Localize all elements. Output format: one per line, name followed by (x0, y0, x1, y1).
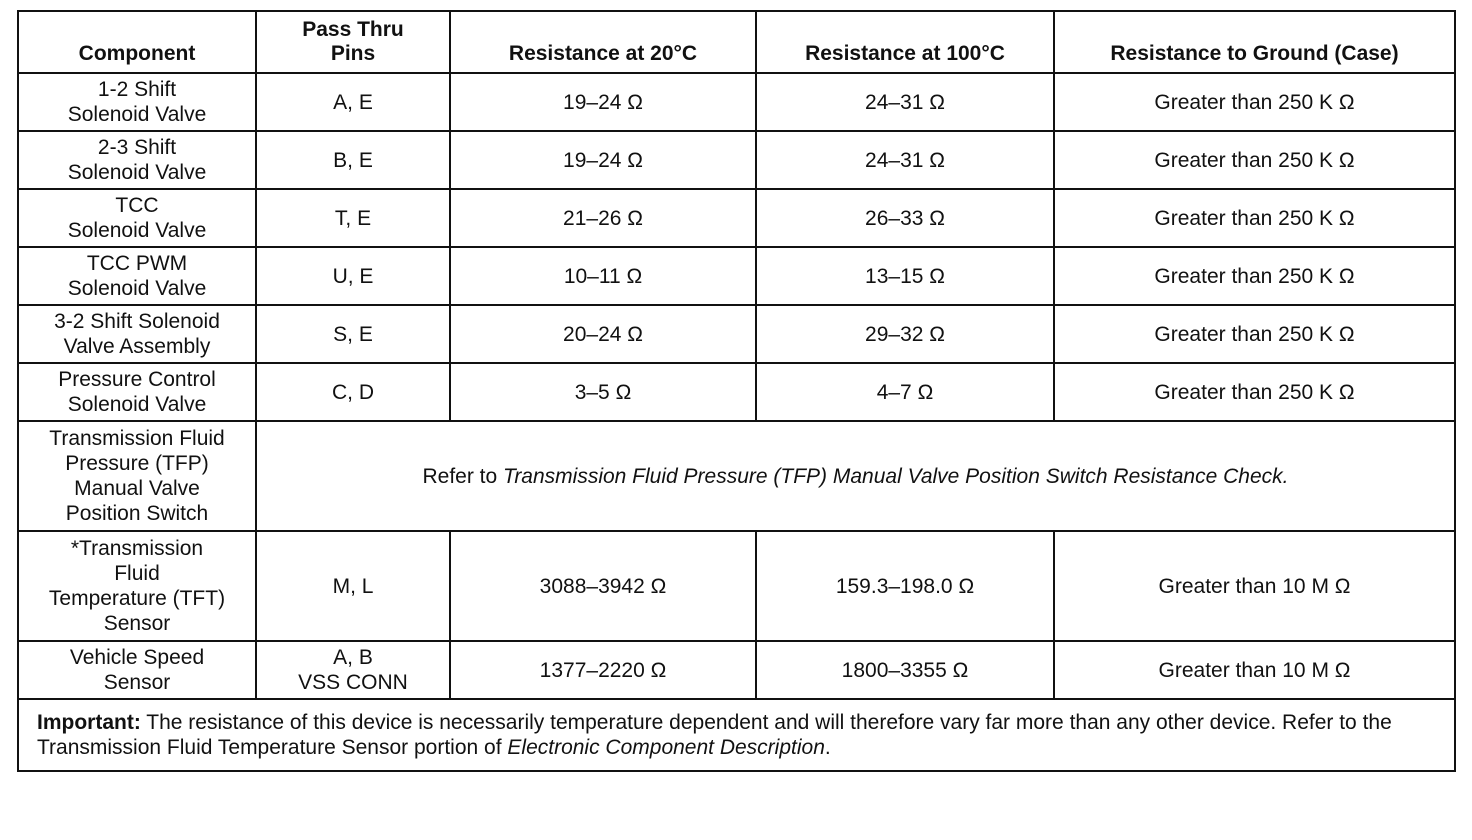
resistance-100c-cell: 24–31 Ω (756, 131, 1054, 189)
resistance-ground-cell: Greater than 250 K Ω (1054, 247, 1455, 305)
important-note-cell (18, 699, 1455, 771)
pins-cell: A, E (256, 73, 450, 131)
resistance-20c-cell: 1377–2220 Ω (450, 641, 756, 699)
resistance-100c-cell: 159.3–198.0 Ω (756, 531, 1054, 641)
pins-cell: U, E (256, 247, 450, 305)
refer-procedure-link-text: Transmission Fluid Pressure (TFP) Manual Valve Position Switch Resistance Check. (503, 464, 1289, 488)
table-row (18, 363, 1455, 421)
resistance-20c-cell: 3–5 Ω (450, 363, 756, 421)
component-name-line2: Solenoid Valve (67, 219, 207, 242)
component-cell (18, 189, 256, 247)
component-name-line4: Position Switch (65, 502, 209, 525)
component-name-line1: TCC PWM (86, 252, 188, 275)
important-note-text: The resistance of this device is necessarily temperature dependent and will therefore vary far more than any other device. Refer to the Transmission Fluid Temperature Sensor portion of (37, 711, 1392, 759)
important-note-row (18, 699, 1455, 771)
component-name-line2: Pressure (TFP) (65, 452, 209, 475)
component-name-line1: Pressure Control (58, 368, 216, 391)
table-row (18, 247, 1455, 305)
table-row-tft-sensor (18, 531, 1455, 641)
pins-cell: B, E (256, 131, 450, 189)
resistance-20c-cell: 21–26 Ω (450, 189, 756, 247)
resistance-20c-cell: 20–24 Ω (450, 305, 756, 363)
component-cell (18, 531, 256, 641)
table-row (18, 73, 1455, 131)
component-name-line4: Sensor (103, 612, 171, 635)
header-pins-line1: Pass Thru (302, 18, 404, 41)
component-name-line2: Solenoid Valve (67, 277, 207, 300)
component-name-line2: Valve Assembly (63, 335, 211, 358)
refer-prefix-text: Refer to (422, 464, 504, 488)
component-cell (18, 421, 256, 531)
component-name-line3: Temperature (TFT) (48, 587, 226, 610)
pins-cell: T, E (256, 189, 450, 247)
resistance-ground-cell: Greater than 250 K Ω (1054, 305, 1455, 363)
resistance-20c-cell: 19–24 Ω (450, 73, 756, 131)
pins-line2: VSS CONN (298, 671, 408, 694)
header-pins-line2: Pins (330, 42, 376, 65)
important-note-end: . (824, 736, 831, 759)
resistance-spec-table (17, 10, 1456, 772)
component-name-line1: Vehicle Speed (69, 646, 205, 669)
header-component: Component (18, 11, 256, 73)
resistance-100c-cell: 29–32 Ω (756, 305, 1054, 363)
component-name-line1: TCC (115, 194, 159, 217)
important-label: Important: (37, 711, 141, 734)
table-row (18, 131, 1455, 189)
component-cell (18, 641, 256, 699)
component-name-line1: 2-3 Shift (97, 136, 177, 159)
resistance-ground-cell: Greater than 250 K Ω (1054, 189, 1455, 247)
table-row (18, 305, 1455, 363)
header-resistance-20c: Resistance at 20°C (450, 11, 756, 73)
component-name-line1: 1-2 Shift (97, 78, 177, 101)
resistance-ground-cell: Greater than 250 K Ω (1054, 363, 1455, 421)
table-row-tfp-switch (18, 421, 1455, 531)
header-resistance-100c: Resistance at 100°C (756, 11, 1054, 73)
component-cell (18, 247, 256, 305)
resistance-ground-cell: Greater than 250 K Ω (1054, 131, 1455, 189)
tfp-refer-cell (256, 421, 1455, 531)
resistance-ground-cell: Greater than 10 M Ω (1054, 641, 1455, 699)
resistance-100c-cell: 26–33 Ω (756, 189, 1054, 247)
table-row (18, 189, 1455, 247)
resistance-20c-cell: 19–24 Ω (450, 131, 756, 189)
component-name-line2: Sensor (103, 671, 171, 694)
component-name-line2: Solenoid Valve (67, 103, 207, 126)
resistance-100c-cell: 1800–3355 Ω (756, 641, 1054, 699)
header-row (18, 11, 1455, 73)
component-cell (18, 363, 256, 421)
resistance-20c-cell: 10–11 Ω (450, 247, 756, 305)
header-pass-thru-pins (256, 11, 450, 73)
resistance-20c-cell: 3088–3942 Ω (450, 531, 756, 641)
component-cell (18, 131, 256, 189)
resistance-100c-cell: 13–15 Ω (756, 247, 1054, 305)
component-name-line2: Solenoid Valve (67, 393, 207, 416)
header-resistance-ground: Resistance to Ground (Case) (1054, 11, 1455, 73)
pins-cell: M, L (256, 531, 450, 641)
component-name-line1: *Transmission (70, 537, 204, 560)
pins-cell: S, E (256, 305, 450, 363)
pins-line1: A, B (333, 646, 373, 669)
important-note-reference: Electronic Component Description (507, 736, 825, 759)
resistance-ground-cell: Greater than 10 M Ω (1054, 531, 1455, 641)
pins-cell (256, 641, 450, 699)
component-name-line2: Fluid (114, 562, 160, 585)
resistance-100c-cell: 24–31 Ω (756, 73, 1054, 131)
component-cell (18, 305, 256, 363)
component-name-line3: Manual Valve (74, 477, 200, 500)
pins-cell: C, D (256, 363, 450, 421)
table-row-vss (18, 641, 1455, 699)
component-name-line1: 3-2 Shift Solenoid (54, 310, 220, 333)
component-cell (18, 73, 256, 131)
component-name-line1: Transmission Fluid (49, 427, 225, 450)
resistance-100c-cell: 4–7 Ω (756, 363, 1054, 421)
resistance-ground-cell: Greater than 250 K Ω (1054, 73, 1455, 131)
component-name-line2: Solenoid Valve (67, 161, 207, 184)
